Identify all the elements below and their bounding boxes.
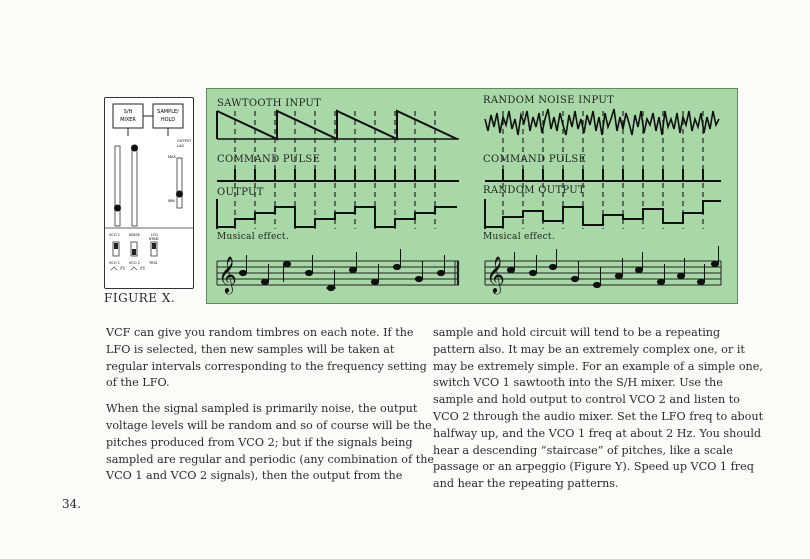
control-panel-drawing: [105, 98, 193, 288]
figure-label: FIGURE X.: [104, 291, 176, 305]
min-label: MIN: [168, 199, 175, 203]
panel-box1-line1: S/H: [123, 109, 133, 115]
output-lag-line2: LAG: [177, 144, 185, 148]
right-text-column: [433, 325, 765, 502]
slider-label-noise: NOISE: [129, 233, 140, 237]
waveform-diagram: [206, 88, 738, 304]
slider-label-lfo: LFO: [151, 233, 158, 237]
sawtooth-input-label: SAWTOOTH INPUT: [217, 98, 322, 109]
right-command-pulse-label: COMMAND PULSE: [483, 154, 587, 165]
right-staff: [485, 261, 721, 285]
left-text-column: [106, 325, 436, 494]
paragraph: When the signal sampled is primarily noise, the output voltage levels will be random and so of course will be the pitches produced from VCO 2; but if the signals being sampled are regular and periodic (any combination of the VCO 1 and VCO 2 signals), then the output from the: [106, 402, 435, 483]
paragraph: VCF can give you random timbres on each note. If the LFO is selected, then new samples will be taken at regular intervals corresponding to the frequency setting of the LFO.: [106, 326, 427, 390]
switch-label-vco1: VCO 1: [109, 261, 120, 265]
left-musical-effect-label: Musical effect.: [217, 232, 289, 242]
panel-box2-line2: HOLD: [160, 117, 176, 123]
panel-box2-line1: SAMPLE/: [157, 109, 179, 115]
left-notes: [239, 249, 444, 291]
page-number: 34.: [62, 497, 82, 511]
max-label: MAX: [168, 155, 176, 159]
panel-box1-line2: MIXER: [120, 117, 136, 123]
control-panel-illustration: [104, 97, 194, 289]
svg-text:𝄞: 𝄞: [486, 255, 505, 293]
random-output-label: RANDOM OUTPUT: [483, 185, 585, 196]
waveform-drawing: [207, 89, 737, 303]
switch-label-vco2: VCO 2: [129, 261, 140, 265]
left-output: [217, 199, 457, 229]
sawtooth-wave: [217, 111, 457, 139]
switch-label-kybd: KYBD: [149, 237, 159, 241]
output-lag-line1: OUTPUT: [177, 139, 192, 143]
output-label: OUTPUT: [217, 187, 264, 198]
switch-label-trig: TRIG: [149, 261, 158, 265]
random-noise-wave: [485, 109, 719, 135]
left-command-pulse: [217, 169, 459, 181]
random-noise-input-label: RANDOM NOISE INPUT: [483, 95, 615, 106]
paragraph: sample and hold circuit will tend to be a repeating pattern also. It may be an extremely complex one, or it may be extremely simple. For an example of a simple one, switch VCO 1 sawtooth into the S/H mixer. Use the sample and hold output to control VCO 2 and listen to VCO 2 through the audio mixer. Set the LFO freq to about halfway up, and the VCO 1 freq at about 2 Hz. You should hear a descending “staircase” of pitches, like a scale passage or an arpeggio (Figure Y). Speed up VCO 1 freq and hear the repeating patterns.: [433, 326, 764, 491]
left-command-pulse-label: COMMAND PULSE: [217, 154, 321, 165]
slider-label-vco1: VCO 1: [109, 233, 120, 237]
right-musical-effect-label: Musical effect.: [483, 232, 555, 242]
svg-text:𝄞: 𝄞: [218, 255, 237, 293]
right-command-pulse: [485, 169, 721, 181]
